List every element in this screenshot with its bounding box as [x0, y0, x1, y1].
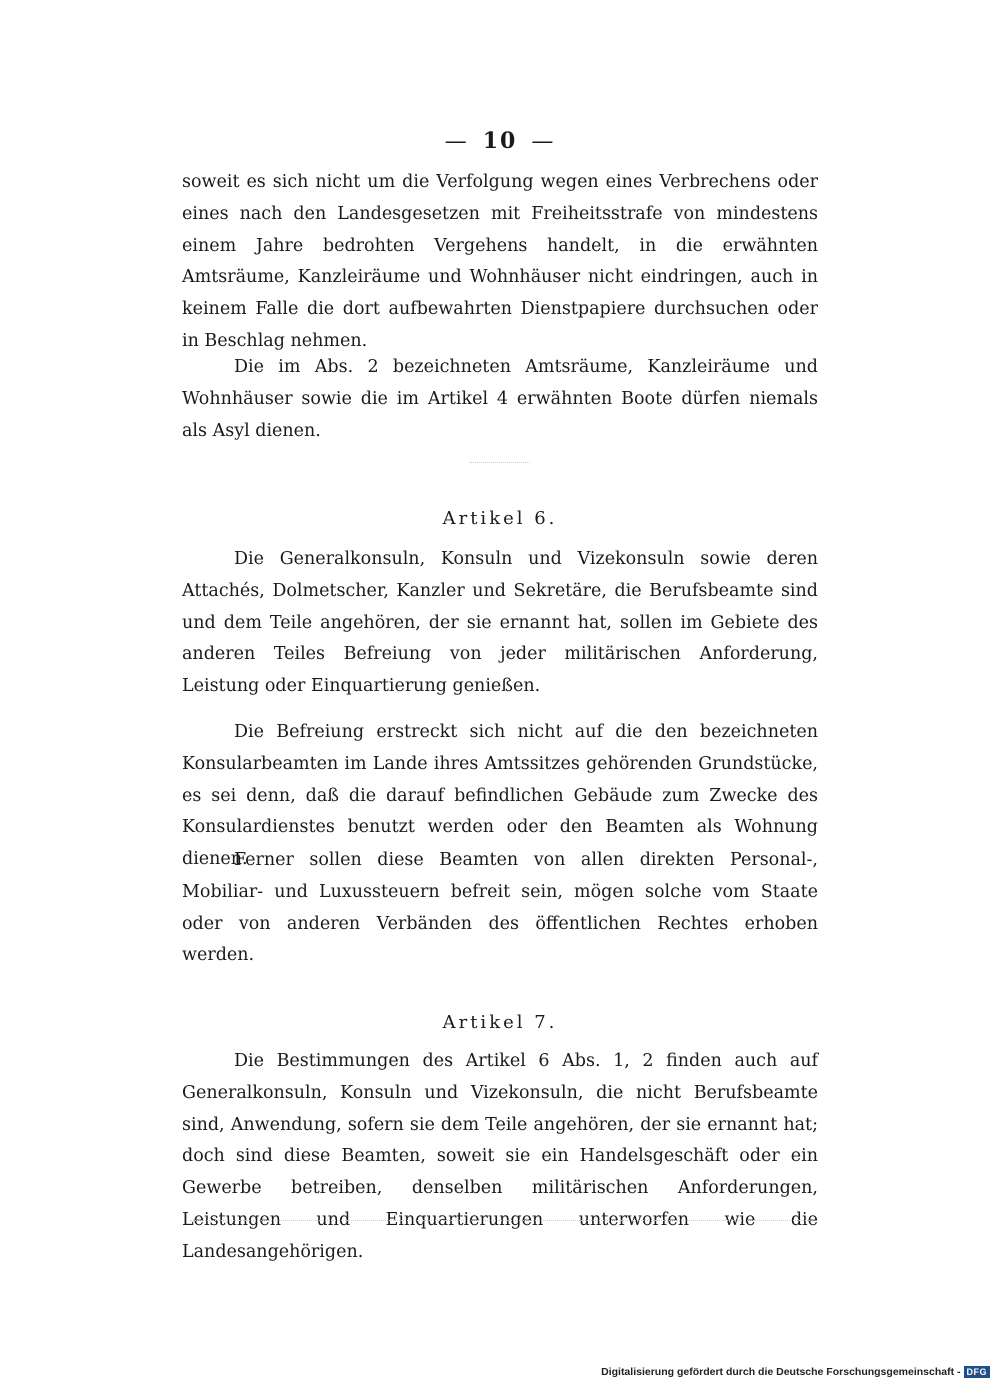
page-number [0, 128, 1000, 154]
page-number-value: 10 [482, 128, 518, 154]
paragraph-artikel-6-property: Die Befreiung erstreckt sich nicht auf die den bezeichneten Konsularbeamten im Lande ihres Amtssitzes gehörenden Grundstücke, es sei denn, daß die darauf befindlichen Gebäude zum Zwecke des Konsulardienstes benutzt werden oder den Beamten als Wohnung dienen. [182, 722, 818, 870]
scan-speck [470, 462, 530, 465]
heading-artikel-7: Artikel 7. [442, 1012, 558, 1033]
page-number-dash-right: — [531, 129, 556, 154]
footer-text: Digitalisierung gefördert durch die Deutsche Forschungsgemeinschaft - [601, 1366, 961, 1378]
page-number-dash-left: — [444, 129, 469, 154]
paragraph-artikel-6-taxes: Ferner sollen diese Beamten von allen direkten Personal-, Mobiliar- und Luxussteuern befreit sein, mögen solche vom Staate oder von anderen Verbänden des öffentlichen Rechtes erhoben werden. [182, 850, 818, 966]
paragraph-asylum: Die im Abs. 2 bezeichneten Amtsräume, Kanzleiräume und Wohnhäuser sowie die im Artikel 4 erwähnten Boote dürfen niemals als Asyl dienen. [182, 357, 818, 441]
paragraph-artikel-6-exemption: Die Generalkonsuln, Konsuln und Vizekonsuln sowie deren Attachés, Dolmetscher, Kanzler und Sekretäre, die Berufsbeamte sind und dem Teile angehören, der sie ernannt hat, sollen im Gebiete des anderen Teiles Befreiung von jeder militärischen Anforderung, Leistung oder Einquartierung genießen. [182, 549, 818, 697]
paragraph-continuation: soweit es sich nicht um die Verfolgung wegen eines Verbrechens oder eines nach den Landesgesetzen mit Freiheitsstrafe von mindestens einem Jahre bedrohten Vergehens handelt, in die erwähnten Amtsräume, Kanzleiräume und Wohnhäuser nicht eindringen, auch in keinem Falle die dort aufbewahrten Dienstpapiere durchsuchen oder in Beschlag nehmen. [182, 172, 818, 351]
heading-artikel-6: Artikel 6. [442, 508, 558, 529]
scan-speck-line [190, 1220, 810, 1223]
paragraph-artikel-7: Die Bestimmungen des Artikel 6 Abs. 1, 2 finden auch auf Generalkonsuln, Konsuln und Vizekonsuln, die nicht Berufsbeamte sind, Anwendung, sofern sie dem Teile angehören, der sie ernannt hat; doch sind diese Beamten, soweit sie ein Handelsgeschäft oder ein Gewerbe betreiben, denselben militärischen Anforderungen, Leistungen und Einquartierungen unterworfen wie die Landesangehörigen. [182, 1051, 818, 1262]
dfg-logo: DFG [964, 1366, 991, 1378]
digitization-footer [601, 1366, 990, 1378]
